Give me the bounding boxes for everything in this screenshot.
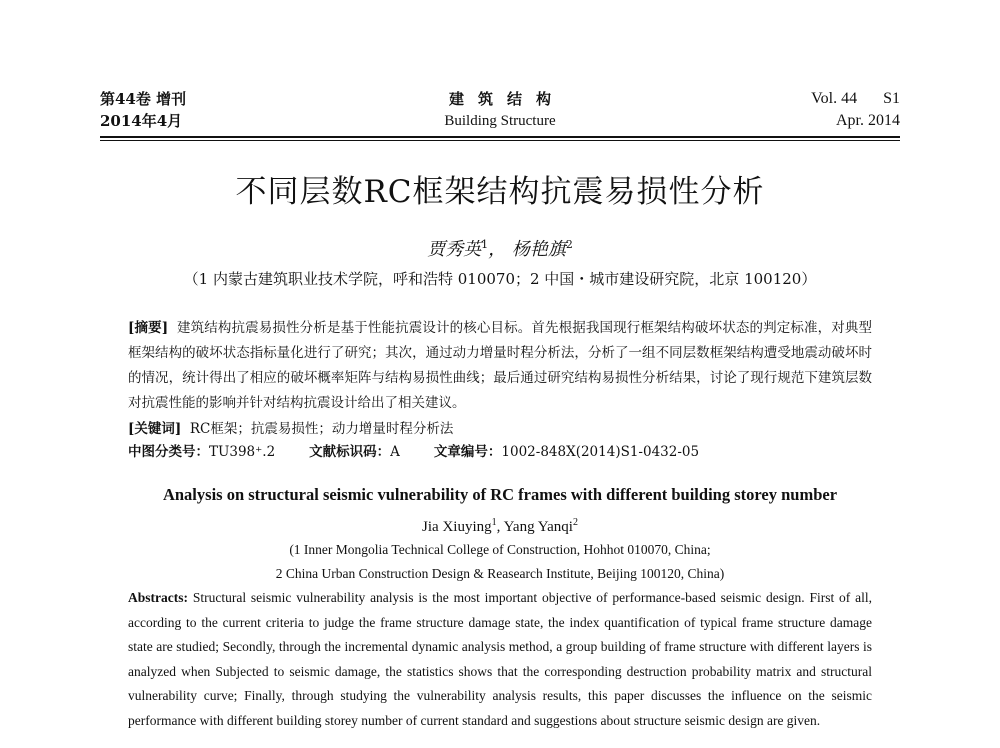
paper-title-cn: 不同层数RC框架结构抗震易损性分析 [235, 174, 765, 210]
abstract-cn-label: [摘要] [128, 320, 169, 336]
clc-label: 中图分类号： [128, 444, 209, 460]
article-number-label: 文章编号： [433, 444, 502, 460]
volume-en: Vol. 44 [811, 90, 858, 107]
abstract-en-label: Abstracts: [128, 590, 188, 605]
affiliation-en-1: (1 Inner Mongolia Technical College of Construction, Hohhot 010070, China; [289, 542, 711, 557]
author-1-cn-affil: 1 [481, 238, 489, 251]
author-2-en-affil: 2 [572, 517, 578, 528]
authors-en [0, 512, 1000, 538]
date-en: Apr. 2014 [836, 112, 900, 129]
clc-value: TU398⁺.2 [209, 444, 276, 460]
author-1-en-affil: 1 [491, 517, 497, 528]
keywords-cn [128, 418, 872, 440]
author-separator-en: , [496, 519, 504, 535]
abstract-en [128, 586, 872, 733]
issue-en: S1 [883, 90, 900, 107]
doc-code-value: A [390, 444, 400, 460]
abstract-en-text: Structural seismic vulnerability analysis is the most important objective of performance-based seismic design. First of all, according to the current criteria to judge the frame structure damage state, the index quantification of typical frame structure damage state are studied; Secondly, through the incremental dynamic analysis method, a group building of frame structure with different layers is analyzed when Subjected to seismic damage, the statistics shows that the corresponding destruction probability matrix and structural vulnerability curve; Finally, through studying the vulnerability analysis results, this paper discusses the influence on the seismic performance with different building storey number of current standard and suggestions about structure seismic design are given. [128, 590, 872, 728]
author-2-en: Yang Yanqi [503, 519, 573, 535]
authors-cn [0, 232, 1000, 263]
paper-title-en: Analysis on structural seismic vulnerability of RC frames with different building storey number [162, 485, 838, 504]
journal-name-cn: 建筑结构 [448, 90, 565, 108]
doc-code-label: 文献标识码： [309, 444, 391, 460]
abstract-cn [128, 316, 872, 416]
volume-issue-cn: 第44卷 增刊 [100, 90, 187, 108]
journal-volume-info-en [811, 88, 900, 132]
keywords-cn-label: [关键词] [128, 421, 182, 437]
header-rule-thick [100, 136, 900, 138]
keywords-cn-text: RC框架；抗震易损性；动力增量时程分析法 [189, 421, 454, 437]
affiliation-en-2: 2 China Urban Construction Design & Reasearch Institute, Beijing 100120, China) [275, 566, 725, 581]
journal-name-en: Building Structure [444, 113, 556, 129]
date-cn: 2014年4月 [100, 112, 183, 130]
header-rule-thin [100, 140, 900, 141]
author-1-en: Jia Xiuying [422, 519, 492, 535]
author-2-cn-affil: 2 [565, 238, 573, 251]
classification-line [128, 441, 872, 463]
author-separator-cn: ， [488, 239, 507, 260]
affiliation-cn: （1 内蒙古建筑职业技术学院，呼和浩特 010070；2 中国・城市建设研究院，北京 100120） [183, 270, 817, 288]
article-number-value: 1002-848X(2014)S1-0432-05 [501, 444, 700, 460]
author-1-cn: 贾秀英 [427, 239, 482, 260]
abstract-cn-text: 建筑结构抗震易损性分析是基于性能抗震设计的核心目标。首先根据我国现行框架结构破坏状态的判定标准，对典型框架结构的破坏状态指标量化进行了研究；其次，通过动力增量时程分析法，分析了一组不同层数框架结构遭受地震动破坏时的情况，统计得出了相应的破坏概率矩阵与结构易损性曲线；最后通过研究结构易损性分析结果，讨论了现行规范下建筑层数对抗震性能的影响并针对结构抗震设计给出了相关建议。 [128, 320, 872, 411]
author-2-cn: 杨艳旗 [511, 239, 566, 260]
